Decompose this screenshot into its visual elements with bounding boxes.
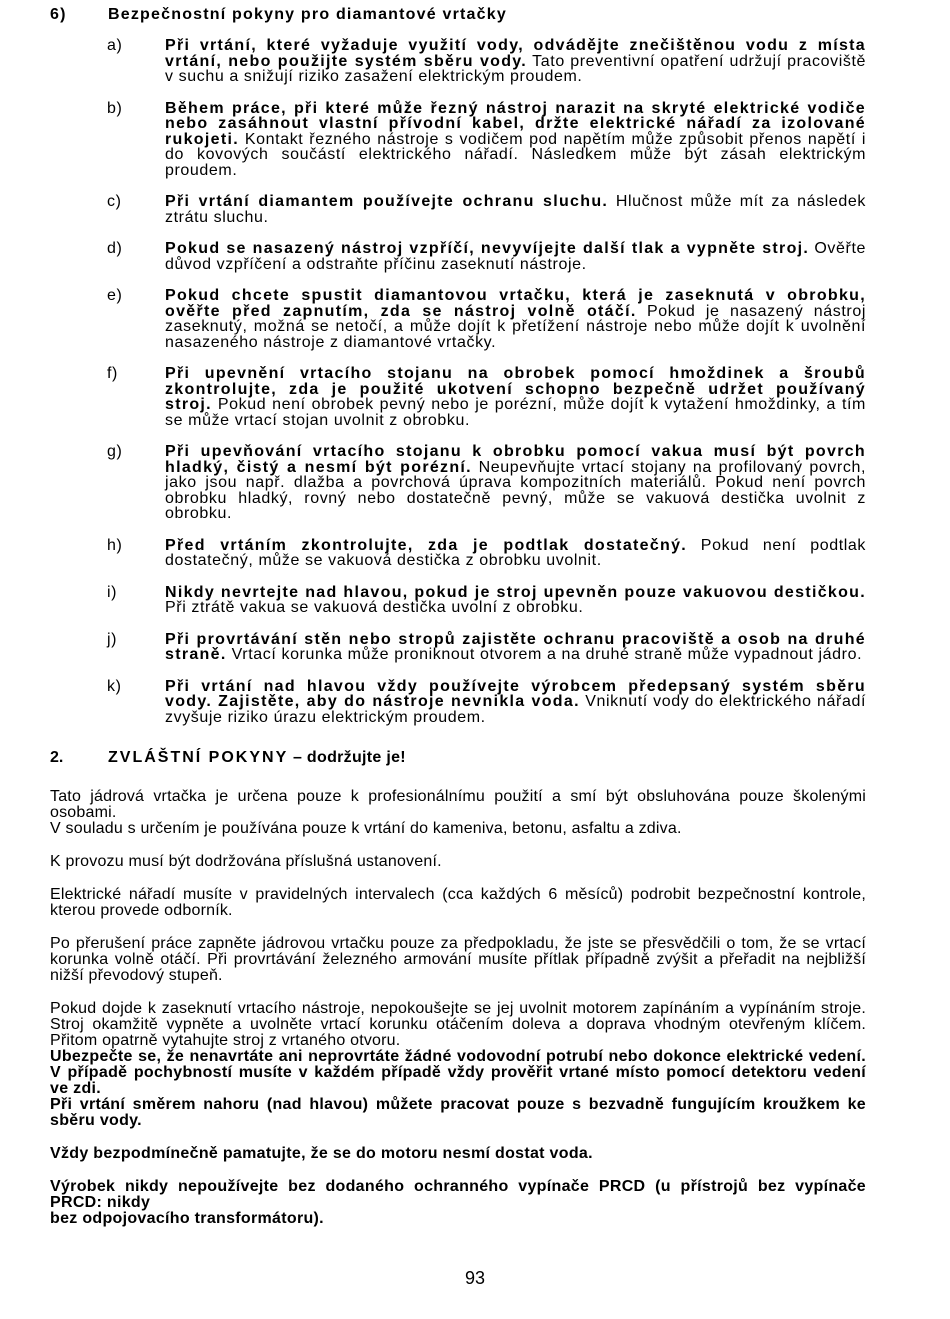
item-text <box>165 679 866 726</box>
item-letter: e) <box>107 287 123 304</box>
item-bold-text: Nikdy nevrtejte nad hlavou, pokud je stroj upevněn pouze vakuovou destičkou. <box>165 583 866 601</box>
item-plain-text: Kontakt řezného nástroje s vodičem pod napětím může způsobit přenos napětí i do kovových součástí elektrického nářadí. Následkem může být zásah elektrickým proudem. <box>165 130 866 179</box>
item-letter: j) <box>107 630 118 648</box>
section-2-heading <box>50 749 866 767</box>
item-text <box>165 288 866 350</box>
paragraph-intended-use: V souladu s určením je používána pouze k vrtání do kameniva, betonu, asfaltu a zdiva. <box>50 820 682 837</box>
list-item <box>50 444 866 522</box>
item-text <box>165 444 866 522</box>
item-bold-text: Při upevnění vrtacího stojanu na obrobek pomocí hmoždinek a šroubů zkontrolujte, zda je použité ukotvení schopno bezpečně udržet používaný stroj. <box>165 365 866 413</box>
item-bold-text: Pokud se nasazený nástroj vzpříčí, nevyvíjejte další tlak a vypněte stroj. <box>165 240 810 257</box>
list-item <box>50 632 866 663</box>
list-item <box>50 585 866 616</box>
paragraph-warning-prcd <box>50 1179 866 1227</box>
section-2-number: 2. <box>50 749 64 766</box>
item-text <box>165 366 866 428</box>
paragraph-restart: Po přerušení práce zapněte jádrovou vrtačku pouze za předpokladu, že jste se přesvědčili o tom, že se vrtací korunka volně otáčí. Při provrtávání železného armování musíte přítlak případně zvýšit a přeřadit na nejbližší nižší převodový stupeň. <box>50 935 866 984</box>
list-item <box>50 241 866 272</box>
item-plain-text: Při ztrátě vakua se vakuová destička uvolní z obrobku. <box>165 599 584 616</box>
item-letter: i) <box>107 583 118 601</box>
item-text <box>165 538 866 569</box>
page-number: 93 <box>464 1268 486 1288</box>
item-plain-text: Pokud je nasazený nástroj zaseknutý, možná se netočí, a může dojít k přetížení nástroje nebo může dojít k uvolnění nasazeného nástroje z diamantové vrtačky. <box>165 302 866 351</box>
item-text <box>165 585 866 616</box>
paragraph-inspection: Elektrické nářadí musíte v pravidelných intervalech (cca každých 6 měsíců) podrobit bezpečnostní kontrole, kterou provede odborník. <box>50 886 866 919</box>
paragraph-warning-water: Vždy bezpodmínečně pamatujte, že se do motoru nesmí dostat voda. <box>50 1145 593 1162</box>
list-item <box>50 38 866 85</box>
item-plain-text: Pokud není podtlak dostatečný, může se vakuová destička z obrobku uvolnit. <box>165 536 866 569</box>
item-plain-text: Neupevňujte vrtací stojany na profilovaný povrch, jako jsou např. dlažba a povrchová úprava kompozitních materiálů. Pokud není povrch obrobku hladký, rovný nebo dostatečně pevný, může se vakuová destička uvolnit z obrobku. <box>165 458 866 522</box>
paragraph-prcd-line-2: bez odpojovacího transformátoru). <box>50 1210 324 1227</box>
item-letter: b) <box>107 99 123 117</box>
paragraph-professional-use: Tato jádrová vrtačka je určena pouze k profesionálnímu použití a smí být obsluhována pouze školenými osobami. <box>50 788 866 821</box>
paragraph-warning-pipes: Ubezpečte se, že nenavrtáte ani neprovrtáte žádné vodovodní potrubí nebo dokonce elektrické vedení. V případě pochybností musíte v každém případě vždy prověřit vrtané místo pomocí detektoru vedení ve zdi. <box>50 1048 866 1097</box>
item-plain-text: Hlučnost může mít za následek ztrátu sluchu. <box>165 193 866 226</box>
item-letter: k) <box>107 677 122 695</box>
safety-items-list <box>50 38 866 725</box>
item-text <box>165 194 866 225</box>
item-bold-text: Při upevňování vrtacího stojanu k obrobku pomocí vakua musí být povrch hladký, čistý a nesmí být porézní. <box>165 443 866 476</box>
item-text <box>165 38 866 85</box>
item-plain-text: Vrtací korunka může proniknout otvorem a na druhé straně může vypadnout jádro. <box>226 646 863 663</box>
list-item <box>50 101 866 179</box>
item-bold-text: Při vrtání nad hlavou vždy používejte výrobcem předepsaný systém sběru vody. Zajistěte, aby do nástroje nevnikla voda. <box>165 677 866 710</box>
item-letter: d) <box>107 240 123 257</box>
item-plain-text: Ověřte důvod vzpříčení a odstraňte příčinu zaseknutí nástroje. <box>165 240 866 273</box>
item-bold-text: Při provrtávání stěn nebo stropů zajistěte ochranu pracoviště a osob na druhé straně. <box>165 630 866 663</box>
item-bold-text: Pokud chcete spustit diamantovou vrtačku, která je zaseknutá v obrobku, ověřte před zapnutím, zda se nástroj volně otáčí. <box>165 287 866 320</box>
list-item <box>50 194 866 225</box>
item-bold-text: Při vrtání diamantem používejte ochranu sluchu. <box>165 193 609 210</box>
item-letter: a) <box>107 37 123 54</box>
section-6-heading <box>50 6 866 24</box>
item-plain-text: Tato preventivní opatření udržují pracoviště v suchu a snižují riziko zasažení elektrickým proudem. <box>165 52 866 85</box>
item-plain-text: Pokud není obrobek pevný nebo je porézní, může dojít k vytažení hmoždinky, a tím se může vrtací stojan uvolnit z obrobku. <box>165 396 866 429</box>
list-item <box>50 366 866 428</box>
item-bold-text: Během práce, při které může řezný nástroj narazit na skryté elektrické vodiče nebo zasáhnout vlastní přívodní kabel, držte elektrické nářadí za izolované rukojeti. <box>165 99 866 148</box>
section-6-title: Bezpečnostní pokyny pro diamantové vrtačky <box>108 6 507 23</box>
section-2-title-text: ZVLÁŠTNÍ POKYNY <box>108 749 289 766</box>
item-plain-text: Vniknutí vody do elektrického nářadí zvyšuje riziko úrazu elektrickým proudem. <box>165 693 866 726</box>
section-6-number: 6) <box>50 6 67 23</box>
item-bold-text: Při vrtání, které vyžaduje využití vody, odvádějte znečištěnou vodu z místa vrtání, nebo použijte systém sběru vody. <box>165 37 866 70</box>
list-item <box>50 538 866 569</box>
item-text <box>165 632 866 663</box>
item-letter: g) <box>107 443 123 460</box>
section-2-title <box>108 749 406 767</box>
manual-page <box>50 6 866 1227</box>
item-letter: c) <box>107 193 122 210</box>
paragraph-warning-overhead: Při vrtání směrem nahoru (nad hlavou) můžete pracovat pouze s bezvadně fungujícím kroužkem ke sběru vody. <box>50 1096 866 1129</box>
item-text <box>165 101 866 179</box>
paragraph-jammed-tool: Pokud dojde k zaseknutí vrtacího nástroje, nepokoušejte se jej uvolnit motorem zapínáním a vypínáním stroje. Stroj okamžitě vypněte a uvolněte vrtací korunku otáčením doleva a doprava vhodným otevřeným klíčem. Přitom opatrně vytahujte stroj z vrtaného otvoru. <box>50 1000 866 1049</box>
item-bold-text: Před vrtáním zkontrolujte, zda je podtlak dostatečný. <box>165 536 688 554</box>
item-letter: h) <box>107 536 123 554</box>
list-item <box>50 288 866 350</box>
section-2-subtitle: – dodržujte je! <box>288 749 406 766</box>
item-text <box>165 241 866 272</box>
list-item <box>50 679 866 726</box>
paragraph-prcd-line-1: Výrobek nikdy nepoužívejte bez dodaného ochranného vypínače PRCD (u přístrojů bez vypínače PRCD: nikdy <box>50 1178 866 1211</box>
item-letter: f) <box>107 365 118 382</box>
paragraph-regulations: K provozu musí být dodržována příslušná ustanovení. <box>50 853 442 870</box>
